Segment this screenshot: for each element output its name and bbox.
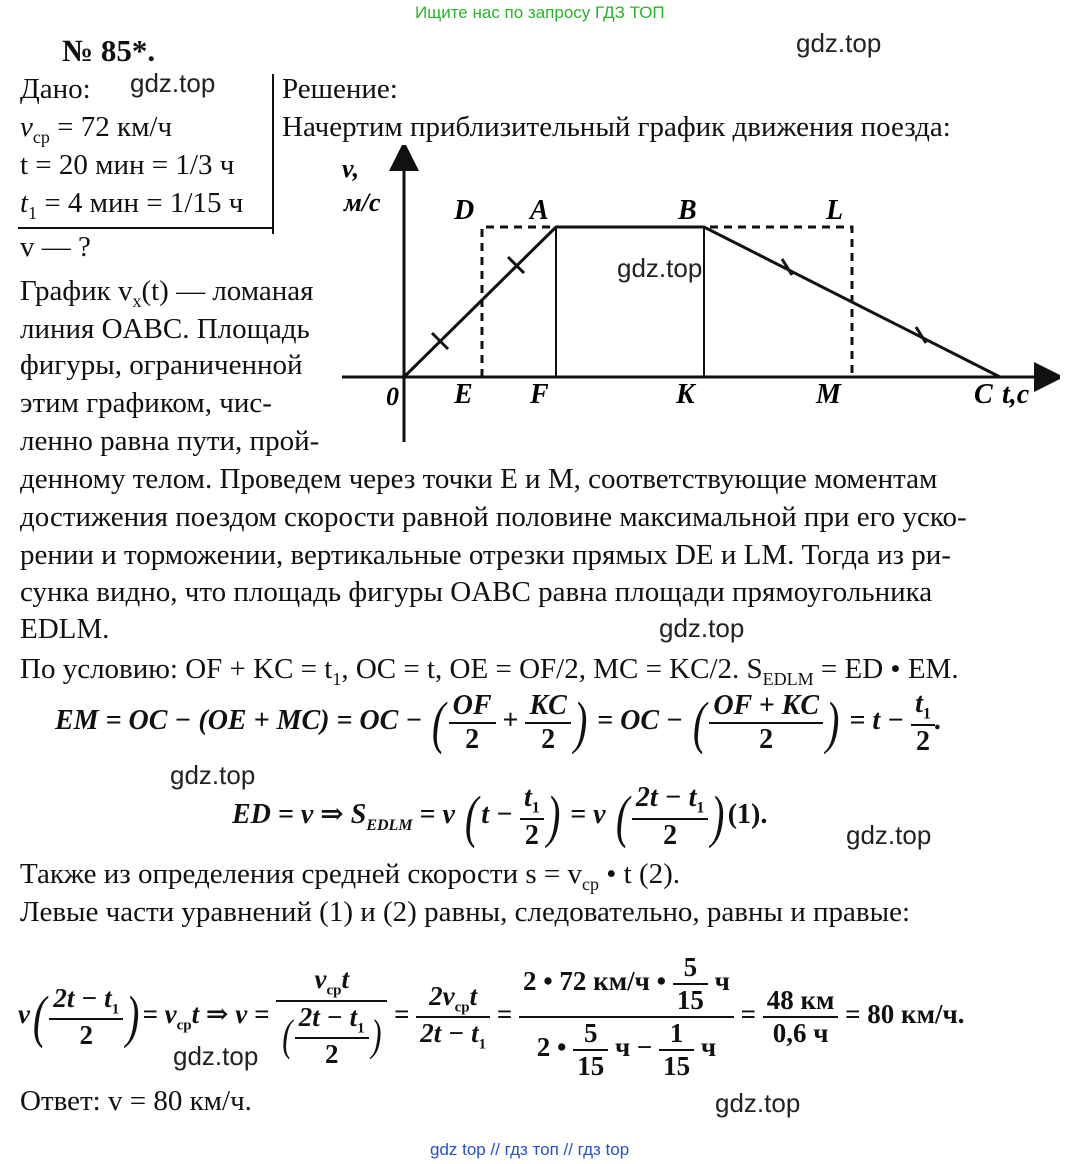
formula-final <box>18 952 964 1082</box>
given-t1-sub: 1 <box>28 202 38 223</box>
point-c: C <box>974 379 993 410</box>
problem-number: № 85*. <box>62 33 156 68</box>
ed-eq-v: = v <box>412 799 455 831</box>
also-b: • t (2). <box>599 858 681 890</box>
final-f5-num: 48 км <box>763 985 839 1018</box>
condition-c: = ED • EM. <box>813 653 959 685</box>
final-result: = 80 км/ч. <box>845 999 965 1030</box>
paren-open: ( <box>464 783 479 849</box>
frac-t1b-sub: 1 <box>531 799 540 817</box>
point-o: 0 <box>386 382 399 411</box>
frac-t1b-num: t <box>524 782 532 813</box>
final-frac-inner <box>295 1002 369 1070</box>
final-f3-den: 2t − t <box>420 1018 479 1048</box>
velocity-polyline <box>404 227 1000 377</box>
also-a: Также из определения средней скорости s = v <box>20 858 583 890</box>
final-eq-v: = v <box>142 999 177 1030</box>
final-f2-num-v: v <box>314 964 327 995</box>
paren-close: ) <box>126 984 140 1049</box>
frac-5b-den: 15 <box>577 1051 605 1081</box>
final-f2-num-t: t <box>341 964 349 995</box>
frac-5-15-a <box>673 952 708 1016</box>
ed-t-minus: t − <box>481 799 514 831</box>
given-divider <box>18 227 274 229</box>
formula-em <box>55 688 942 758</box>
para-line4: сунка видно, что площадь фигуры OABC равна площади прямоугольника <box>20 576 933 608</box>
point-l: L <box>826 195 844 226</box>
rectangle-edlm <box>482 227 852 377</box>
final-frac-5 <box>763 985 839 1049</box>
final-f4-num: 2 • 72 км/ч • <box>522 966 667 997</box>
graph-y-unit: м/с <box>344 188 381 217</box>
watermark: gdz.top <box>130 68 216 98</box>
frac-5b-num: 5 <box>573 1018 608 1051</box>
paren-close: ) <box>573 689 588 755</box>
ed-eq-v2: = v <box>570 799 606 831</box>
given-v-value: = 72 км/ч <box>49 111 173 143</box>
frac-of-kc <box>709 690 823 756</box>
condition-sub2: EDLM <box>762 668 814 689</box>
frac-of <box>449 690 496 756</box>
condition-sub1: 1 <box>332 668 342 689</box>
final-cp-sub: ср <box>176 1017 192 1034</box>
final-f4-den-a: 2 • <box>536 1032 567 1063</box>
final-f2-num-sub: ср <box>326 982 342 999</box>
frac-1-15 <box>659 1018 694 1082</box>
point-k: K <box>676 379 695 410</box>
point-b: B <box>678 195 697 226</box>
condition-a: По условию: OF + KC = t <box>20 653 333 685</box>
frac-t1-num: t <box>915 688 923 719</box>
frac-of-num: OF <box>449 690 496 724</box>
also-sub: ср <box>582 873 600 894</box>
final-f4-h: ч <box>714 966 730 997</box>
final-inner-den: 2 <box>324 1038 339 1069</box>
final-f3-sub: ср <box>454 999 470 1015</box>
paren-open: ( <box>615 783 629 849</box>
given-label: Дано: <box>20 73 91 105</box>
given-t1-symbol: t <box>20 187 29 219</box>
frac-of-kc-den: 2 <box>759 723 774 755</box>
paren-close: ) <box>370 1010 382 1060</box>
ref-1: (1). <box>727 799 768 831</box>
given-t1-value: = 4 мин = 1/15 ч <box>37 187 244 219</box>
velocity-graph <box>330 145 1060 450</box>
final-frac-1 <box>49 983 123 1051</box>
paren-open: ( <box>32 984 47 1049</box>
para-line2: достижения поездом скорости равной половине максимальной при его уско- <box>20 501 967 533</box>
left-para-sub: x <box>132 290 142 311</box>
final-f1-num: 2t − t <box>53 982 112 1013</box>
final-inner-num: 2t − t <box>298 1001 358 1032</box>
final-eq2: = <box>496 999 513 1030</box>
paren-close: ) <box>711 783 725 849</box>
frac-2t-sub: 1 <box>696 799 705 817</box>
formula-ed <box>232 782 767 852</box>
final-frac-4 <box>519 952 734 1082</box>
left-para-line2: линия OABC. Площадь <box>20 313 310 345</box>
frac-5a-den: 15 <box>676 985 704 1015</box>
given-v-sub: ср <box>32 126 50 147</box>
final-v: v <box>18 999 30 1030</box>
paren-open: ( <box>282 1010 293 1060</box>
frac-2t-t1 <box>632 782 709 852</box>
final-frac-3 <box>416 981 490 1054</box>
point-m: M <box>816 379 841 410</box>
frac-2t-den: 2 <box>663 819 678 851</box>
para-line3: рении и торможении, вертикальные отрезки прямых DE и LM. Тогда из ри- <box>20 539 951 571</box>
frac-of-den: 2 <box>465 723 480 755</box>
final-f4-den-b: ч − <box>614 1032 653 1063</box>
given-find: v — ? <box>20 231 91 263</box>
point-e: E <box>454 379 473 410</box>
em-left: EM = OC − (OE + MC) = OC − <box>55 705 423 737</box>
plus: + <box>502 705 519 737</box>
final-inner-sub: 1 <box>357 1019 365 1036</box>
frac-kc-num: KC <box>525 690 570 724</box>
watermark: gdz.top <box>846 820 932 850</box>
frac-1-den: 15 <box>663 1051 691 1081</box>
final-f1-den: 2 <box>79 1020 93 1051</box>
final-eq3: = <box>740 999 756 1030</box>
final-f3-num: 2v <box>429 980 455 1011</box>
frac-t1-den: 2 <box>915 725 930 757</box>
frac-5a-num: 5 <box>673 952 708 985</box>
final-f3-den-sub: 1 <box>478 1036 487 1053</box>
paren-close: ) <box>825 689 840 755</box>
em-eq-t: = t − <box>849 705 905 737</box>
frac-t1-sub: 1 <box>922 705 931 723</box>
final-frac-2 <box>276 964 387 1070</box>
solution-label: Решение: <box>282 73 398 105</box>
watermark: gdz.top <box>173 1041 259 1071</box>
point-d: D <box>454 195 475 226</box>
point-a: A <box>530 195 549 226</box>
paren-open: ( <box>692 689 707 755</box>
watermark: gdz.top <box>796 28 882 58</box>
given-t: t = 20 мин = 1/3 ч <box>20 149 235 181</box>
answer: Ответ: v = 80 км/ч. <box>20 1085 252 1117</box>
paren-open: ( <box>432 689 446 755</box>
ed-sub: EDLM <box>366 816 413 834</box>
para-line1: денному телом. Проведем через точки E и M, соответствующие моментам <box>20 463 938 495</box>
paren-close: ) <box>546 783 561 849</box>
para-line5: EDLM. <box>20 613 110 645</box>
frac-kc <box>525 690 570 756</box>
frac-5-15-b <box>573 1018 608 1082</box>
left-para-line5: ленно равна пути, прой- <box>20 425 320 457</box>
watermark: gdz.top <box>715 1088 801 1118</box>
frac-t1 <box>911 688 935 758</box>
frac-of-kc-num: OF + KC <box>709 690 823 724</box>
condition-b: , OC = t, OE = OF/2, MC = KC/2. S <box>341 653 763 685</box>
em-dot: . <box>934 705 942 737</box>
graph-y-label: v, <box>342 154 360 183</box>
solution-intro: Начертим приблизительный график движения поезда: <box>282 111 951 143</box>
left-para-line1-a: График v <box>20 275 133 307</box>
left-para-line3: фигуры, ограниченной <box>20 349 303 381</box>
left-para-line1-b: (t) — ломаная <box>141 275 314 307</box>
top-banner: Ищите нас по запросу ГДЗ ТОП <box>415 3 665 22</box>
point-f: F <box>530 379 549 410</box>
frac-1-num: 1 <box>659 1018 694 1051</box>
watermark: gdz.top <box>659 613 745 643</box>
given-v-symbol: v <box>20 111 33 143</box>
ed-left: ED = v ⇒ S <box>232 799 367 831</box>
final-f3-num-t: t <box>469 980 478 1011</box>
graph-x-label: t,c <box>1002 379 1030 410</box>
frac-kc-den: 2 <box>541 723 556 755</box>
given-vertical-divider <box>272 74 274 234</box>
final-t-arrow: t ⇒ v = <box>191 999 270 1030</box>
watermark: gdz.top <box>170 760 256 790</box>
frac-t1b-den: 2 <box>524 819 539 851</box>
left-para-line4: этим графиком, чис- <box>20 387 272 419</box>
em-eq-oc: = OC − <box>597 705 683 737</box>
bottom-banner: gdz top // гдз топ // гдз top <box>430 1140 630 1159</box>
left-parts-line: Левые части уравнений (1) и (2) равны, следовательно, равны и правые: <box>20 896 911 928</box>
final-f5-den: 0,6 ч <box>772 1018 829 1048</box>
frac-2t-num: 2t − t <box>635 782 697 813</box>
watermark: gdz.top <box>617 253 703 283</box>
frac-t1-b <box>520 782 544 852</box>
final-f1-sub: 1 <box>111 1001 120 1018</box>
final-eq1: = <box>394 999 410 1030</box>
given-t1 <box>20 186 243 230</box>
final-f4-den-h: ч <box>700 1032 717 1063</box>
